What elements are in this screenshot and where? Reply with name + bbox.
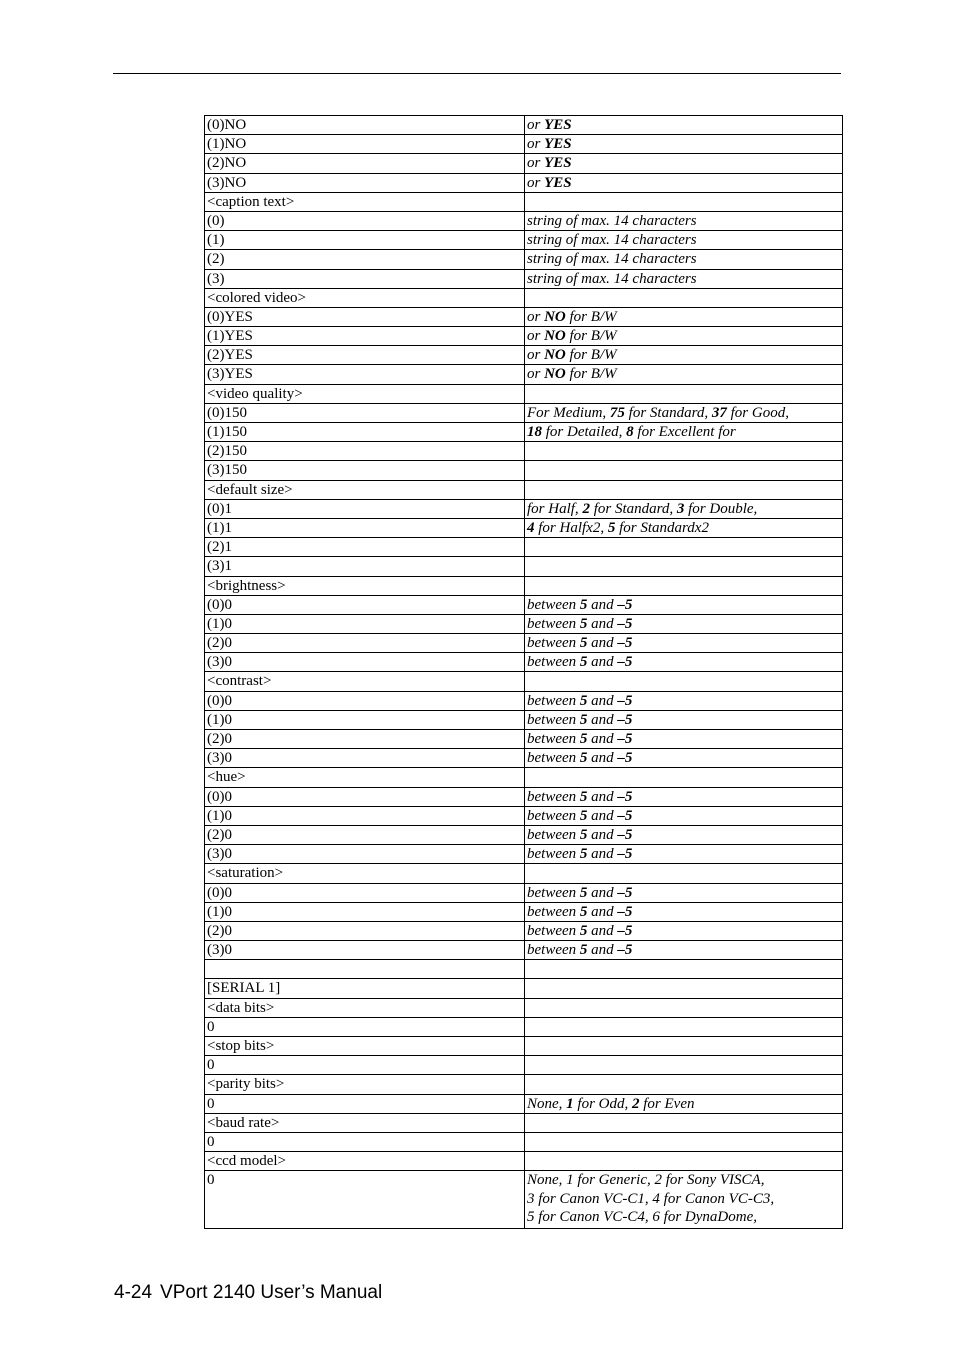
setting-key-cell: (1)0 <box>205 614 525 633</box>
description-emphasis: 5 <box>579 942 588 959</box>
table-row <box>205 998 843 1017</box>
description-text: between <box>527 750 580 767</box>
setting-key-cell: (3)1 <box>205 557 525 576</box>
description-text: between <box>527 826 580 843</box>
table-row <box>205 480 843 499</box>
table-row <box>205 902 843 921</box>
setting-key-cell: (3)0 <box>205 653 525 672</box>
description-emphasis: 5 <box>579 788 588 805</box>
description-text: and <box>587 692 618 709</box>
description-text: between <box>527 711 580 728</box>
description-text: or <box>527 328 545 345</box>
setting-description-cell <box>525 269 843 288</box>
description-emphasis: 2 <box>582 500 590 517</box>
setting-key-cell: (2) <box>205 250 525 269</box>
description-emphasis: NO <box>544 347 566 364</box>
setting-description-cell <box>525 538 843 557</box>
description-text: for Standard, <box>589 500 677 517</box>
description-emphasis: 5 <box>579 750 588 767</box>
description-text: for B/W <box>565 308 617 325</box>
description-emphasis: –5 <box>617 596 633 613</box>
setting-description-cell <box>525 173 843 192</box>
setting-key-cell: (1)NO <box>205 135 525 154</box>
description-text: for Standardx2 <box>615 519 709 536</box>
table-row <box>205 231 843 250</box>
setting-description-cell <box>525 941 843 960</box>
table-row <box>205 135 843 154</box>
setting-key-cell: 0 <box>205 1017 525 1036</box>
setting-key-cell: (3)0 <box>205 749 525 768</box>
description-emphasis: –5 <box>617 711 633 728</box>
setting-description-cell <box>525 346 843 365</box>
description-emphasis: YES <box>544 155 572 172</box>
description-text: for Detailed, <box>542 424 627 440</box>
table-row <box>205 1132 843 1151</box>
setting-key-cell: (0) <box>205 211 525 230</box>
table-row <box>205 921 843 940</box>
setting-key-cell: (2)0 <box>205 730 525 749</box>
setting-key-cell: (3)150 <box>205 461 525 480</box>
setting-key-cell: (3)0 <box>205 845 525 864</box>
table-row <box>205 691 843 710</box>
description-emphasis: –5 <box>617 942 633 959</box>
setting-key-cell: (1)YES <box>205 327 525 346</box>
description-text: and <box>587 654 618 671</box>
table-row <box>205 499 843 518</box>
setting-description-cell <box>525 557 843 576</box>
description-text: for Half, <box>527 500 583 517</box>
setting-description-cell <box>525 614 843 633</box>
description-text: for B/W <box>565 347 617 364</box>
table-row <box>205 327 843 346</box>
description-text: between <box>527 654 580 671</box>
description-text: and <box>587 711 618 728</box>
description-emphasis: YES <box>544 136 572 153</box>
table-row <box>205 1094 843 1113</box>
description-emphasis: NO <box>544 366 566 383</box>
description-text: between <box>527 922 580 939</box>
setting-key-cell: <parity bits> <box>205 1075 525 1094</box>
table-row <box>205 672 843 691</box>
table-row <box>205 845 843 864</box>
setting-description-cell <box>525 825 843 844</box>
description-emphasis: –5 <box>617 615 633 632</box>
description-text: and <box>587 596 618 613</box>
setting-key-cell: (0)YES <box>205 307 525 326</box>
table-row <box>205 384 843 403</box>
table-row <box>205 768 843 787</box>
setting-description-cell <box>525 1037 843 1056</box>
manual-title: VPort 2140 User’s Manual <box>160 1282 383 1303</box>
description-text: and <box>587 788 618 805</box>
table-row <box>205 423 843 442</box>
setting-description-cell <box>525 518 843 537</box>
description-emphasis: 5 <box>579 903 588 920</box>
description-emphasis: 5 <box>607 519 616 536</box>
setting-key-cell: <stop bits> <box>205 1037 525 1056</box>
table-row <box>205 576 843 595</box>
setting-description-cell <box>525 960 843 979</box>
header-rule <box>113 73 841 74</box>
description-text: between <box>527 884 580 901</box>
setting-key-cell: <ccd model> <box>205 1152 525 1171</box>
page-footer <box>114 1282 382 1304</box>
table-row <box>205 250 843 269</box>
setting-key-cell: (0)NO <box>205 116 525 135</box>
setting-description-cell <box>525 327 843 346</box>
table-row <box>205 442 843 461</box>
setting-description-cell <box>525 365 843 384</box>
description-text: for Good, <box>726 404 789 421</box>
setting-description-cell <box>525 902 843 921</box>
setting-key-cell: <default size> <box>205 480 525 499</box>
table-row <box>205 1171 843 1229</box>
description-line: 5 for Canon VC-C4, 6 for DynaDome, <box>527 1209 757 1226</box>
description-emphasis: 5 <box>579 826 588 843</box>
description-emphasis: 3 <box>676 500 685 517</box>
description-emphasis: –5 <box>617 884 633 901</box>
setting-key-cell: <colored video> <box>205 288 525 307</box>
setting-key-cell: <saturation> <box>205 864 525 883</box>
config-table-body <box>205 116 843 1229</box>
setting-key-cell: (2)150 <box>205 442 525 461</box>
table-row <box>205 557 843 576</box>
table-row <box>205 979 843 998</box>
setting-description-cell <box>525 1132 843 1151</box>
table-row <box>205 864 843 883</box>
setting-description-cell <box>525 116 843 135</box>
description-text: and <box>587 903 618 920</box>
setting-key-cell: (2)0 <box>205 825 525 844</box>
setting-key-cell: (1)1 <box>205 518 525 537</box>
setting-description-cell <box>525 653 843 672</box>
setting-key-cell: (2)0 <box>205 921 525 940</box>
setting-description-cell <box>525 499 843 518</box>
setting-description-cell <box>525 749 843 768</box>
table-row <box>205 1075 843 1094</box>
description-text: or <box>527 136 545 153</box>
description-emphasis: –5 <box>617 635 633 652</box>
description-emphasis: 5 <box>579 731 588 747</box>
description-text: for Excellent for <box>633 424 736 440</box>
setting-key-cell: <baud rate> <box>205 1113 525 1132</box>
setting-description-cell <box>525 576 843 595</box>
table-row <box>205 307 843 326</box>
description-emphasis: YES <box>544 174 572 191</box>
description-text: string of max. 14 characters <box>527 232 697 249</box>
description-text: between <box>527 903 580 920</box>
description-text: for Odd, <box>573 1095 633 1112</box>
description-emphasis: –5 <box>617 922 633 939</box>
setting-description-cell <box>525 806 843 825</box>
description-text: and <box>587 942 618 959</box>
setting-description-cell <box>525 1075 843 1094</box>
setting-description-cell <box>525 845 843 864</box>
setting-key-cell: (0)0 <box>205 787 525 806</box>
description-text: and <box>587 807 618 824</box>
setting-key-cell: (1)150 <box>205 423 525 442</box>
description-emphasis: 2 <box>632 1095 640 1112</box>
table-row <box>205 269 843 288</box>
setting-description-cell <box>525 634 843 653</box>
setting-key-cell: (3) <box>205 269 525 288</box>
setting-description-cell <box>525 691 843 710</box>
setting-key-cell <box>205 960 525 979</box>
setting-description-cell <box>525 211 843 230</box>
config-table <box>204 115 843 1229</box>
description-text: and <box>587 826 618 843</box>
setting-key-cell: 0 <box>205 1171 525 1229</box>
table-row <box>205 1056 843 1075</box>
table-row <box>205 173 843 192</box>
setting-key-cell: (1)0 <box>205 806 525 825</box>
description-emphasis: –5 <box>617 692 633 709</box>
description-emphasis: 5 <box>579 884 588 901</box>
setting-key-cell: 0 <box>205 1132 525 1151</box>
setting-key-cell: <data bits> <box>205 998 525 1017</box>
description-emphasis: 5 <box>579 615 588 632</box>
table-row <box>205 653 843 672</box>
setting-description-cell <box>525 1056 843 1075</box>
description-emphasis: –5 <box>617 788 633 805</box>
table-row <box>205 825 843 844</box>
table-row <box>205 403 843 422</box>
description-emphasis: NO <box>544 328 566 345</box>
description-text: between <box>527 692 580 709</box>
description-text: for B/W <box>565 366 617 383</box>
table-row <box>205 1113 843 1132</box>
table-row <box>205 1152 843 1171</box>
setting-description-cell <box>525 768 843 787</box>
description-text: string of max. 14 characters <box>527 212 697 229</box>
setting-description-cell <box>525 154 843 173</box>
description-emphasis: 5 <box>579 922 588 939</box>
description-text: and <box>587 884 618 901</box>
setting-key-cell: <video quality> <box>205 384 525 403</box>
setting-description-cell <box>525 307 843 326</box>
setting-description-cell <box>525 1113 843 1132</box>
setting-key-cell: (1)0 <box>205 902 525 921</box>
setting-key-cell: <caption text> <box>205 192 525 211</box>
setting-key-cell: (1)0 <box>205 710 525 729</box>
description-text: and <box>587 635 618 652</box>
table-row <box>205 806 843 825</box>
table-row <box>205 1037 843 1056</box>
description-emphasis: YES <box>544 117 572 133</box>
description-text: for Standard, <box>624 404 712 421</box>
setting-description-cell <box>525 288 843 307</box>
setting-description-cell <box>525 192 843 211</box>
table-row <box>205 634 843 653</box>
description-text: and <box>587 615 618 632</box>
setting-description-cell <box>525 461 843 480</box>
description-text: None, <box>527 1095 567 1112</box>
description-text: string of max. 14 characters <box>527 251 697 268</box>
setting-key-cell: <contrast> <box>205 672 525 691</box>
setting-description-cell <box>525 250 843 269</box>
setting-description-cell <box>525 979 843 998</box>
setting-key-cell: <hue> <box>205 768 525 787</box>
setting-description-cell <box>525 423 843 442</box>
description-emphasis: –5 <box>617 826 633 843</box>
setting-key-cell: 0 <box>205 1094 525 1113</box>
description-emphasis: –5 <box>617 654 633 671</box>
setting-description-cell <box>525 1171 843 1229</box>
description-line: None, 1 for Generic, 2 for Sony VISCA, <box>527 1172 765 1189</box>
setting-description-cell <box>525 480 843 499</box>
description-text: and <box>587 846 618 863</box>
description-emphasis: 4 <box>527 519 535 536</box>
setting-description-cell <box>525 883 843 902</box>
description-text: or <box>527 117 545 133</box>
description-emphasis: –5 <box>617 903 633 920</box>
description-emphasis: 5 <box>579 692 588 709</box>
description-emphasis: 37 <box>711 404 727 421</box>
description-emphasis: –5 <box>617 846 633 863</box>
setting-description-cell <box>525 231 843 250</box>
description-text: or <box>527 155 545 172</box>
setting-key-cell: (3)NO <box>205 173 525 192</box>
description-text: For Medium, <box>527 404 610 421</box>
table-row <box>205 595 843 614</box>
description-emphasis: 5 <box>579 711 588 728</box>
description-text: between <box>527 596 580 613</box>
table-row <box>205 538 843 557</box>
setting-description-cell <box>525 921 843 940</box>
setting-key-cell: (0)0 <box>205 691 525 710</box>
setting-description-cell <box>525 1017 843 1036</box>
setting-key-cell: (2)YES <box>205 346 525 365</box>
description-emphasis: 5 <box>579 635 588 652</box>
table-row <box>205 730 843 749</box>
setting-key-cell: (2)0 <box>205 634 525 653</box>
description-text: between <box>527 615 580 632</box>
table-row <box>205 288 843 307</box>
setting-description-cell <box>525 384 843 403</box>
description-emphasis: 5 <box>579 596 588 613</box>
description-emphasis: 5 <box>579 654 588 671</box>
description-text: or <box>527 174 545 191</box>
setting-key-cell: (0)0 <box>205 883 525 902</box>
description-emphasis: –5 <box>617 731 633 747</box>
setting-key-cell: (0)0 <box>205 595 525 614</box>
setting-description-cell <box>525 672 843 691</box>
setting-description-cell <box>525 135 843 154</box>
description-emphasis: 1 <box>566 1095 574 1112</box>
table-row <box>205 941 843 960</box>
description-text: for Halfx2, <box>534 519 608 536</box>
table-row <box>205 365 843 384</box>
table-row <box>205 749 843 768</box>
table-row <box>205 192 843 211</box>
description-emphasis: 8 <box>626 424 634 440</box>
description-emphasis: 5 <box>579 807 588 824</box>
description-text: between <box>527 731 580 747</box>
description-text: or <box>527 308 545 325</box>
setting-key-cell: 0 <box>205 1056 525 1075</box>
setting-description-cell <box>525 787 843 806</box>
description-text: between <box>527 635 580 652</box>
table-row <box>205 960 843 979</box>
description-emphasis: –5 <box>617 807 633 824</box>
table-row <box>205 883 843 902</box>
setting-description-cell <box>525 710 843 729</box>
description-text: or <box>527 366 545 383</box>
setting-key-cell: <brightness> <box>205 576 525 595</box>
description-text: between <box>527 846 580 863</box>
table-row <box>205 116 843 135</box>
description-emphasis: 5 <box>579 846 588 863</box>
description-text: between <box>527 788 580 805</box>
setting-description-cell <box>525 595 843 614</box>
description-text: for Even <box>639 1095 695 1112</box>
description-text: for B/W <box>565 328 617 345</box>
setting-key-cell: (3)0 <box>205 941 525 960</box>
description-text: and <box>587 922 618 939</box>
table-row <box>205 518 843 537</box>
description-text: for Double, <box>684 500 758 517</box>
table-row <box>205 211 843 230</box>
description-emphasis: 18 <box>527 424 542 440</box>
table-row <box>205 710 843 729</box>
setting-description-cell <box>525 1094 843 1113</box>
setting-description-cell <box>525 730 843 749</box>
setting-description-cell <box>525 998 843 1017</box>
setting-description-cell <box>525 403 843 422</box>
setting-description-cell <box>525 1152 843 1171</box>
table-row <box>205 461 843 480</box>
description-text: and <box>587 750 618 767</box>
description-text: between <box>527 807 580 824</box>
description-text: between <box>527 942 580 959</box>
table-row <box>205 787 843 806</box>
description-emphasis: 75 <box>609 404 625 421</box>
description-text: string of max. 14 characters <box>527 270 697 287</box>
table-row <box>205 346 843 365</box>
setting-key-cell: (3)YES <box>205 365 525 384</box>
description-text: or <box>527 347 545 364</box>
description-emphasis: –5 <box>617 750 633 767</box>
setting-key-cell: [SERIAL 1] <box>205 979 525 998</box>
table-row <box>205 154 843 173</box>
description-text: and <box>587 731 618 747</box>
setting-key-cell: (1) <box>205 231 525 250</box>
page-number: 4-24 <box>114 1282 153 1303</box>
setting-description-cell <box>525 864 843 883</box>
setting-key-cell: (2)1 <box>205 538 525 557</box>
table-row <box>205 1017 843 1036</box>
setting-key-cell: (0)1 <box>205 499 525 518</box>
table-row <box>205 614 843 633</box>
setting-key-cell: (0)150 <box>205 403 525 422</box>
setting-description-cell <box>525 442 843 461</box>
description-line: 3 for Canon VC-C1, 4 for Canon VC-C3, <box>527 1190 775 1207</box>
description-emphasis: NO <box>544 308 566 325</box>
setting-key-cell: (2)NO <box>205 154 525 173</box>
